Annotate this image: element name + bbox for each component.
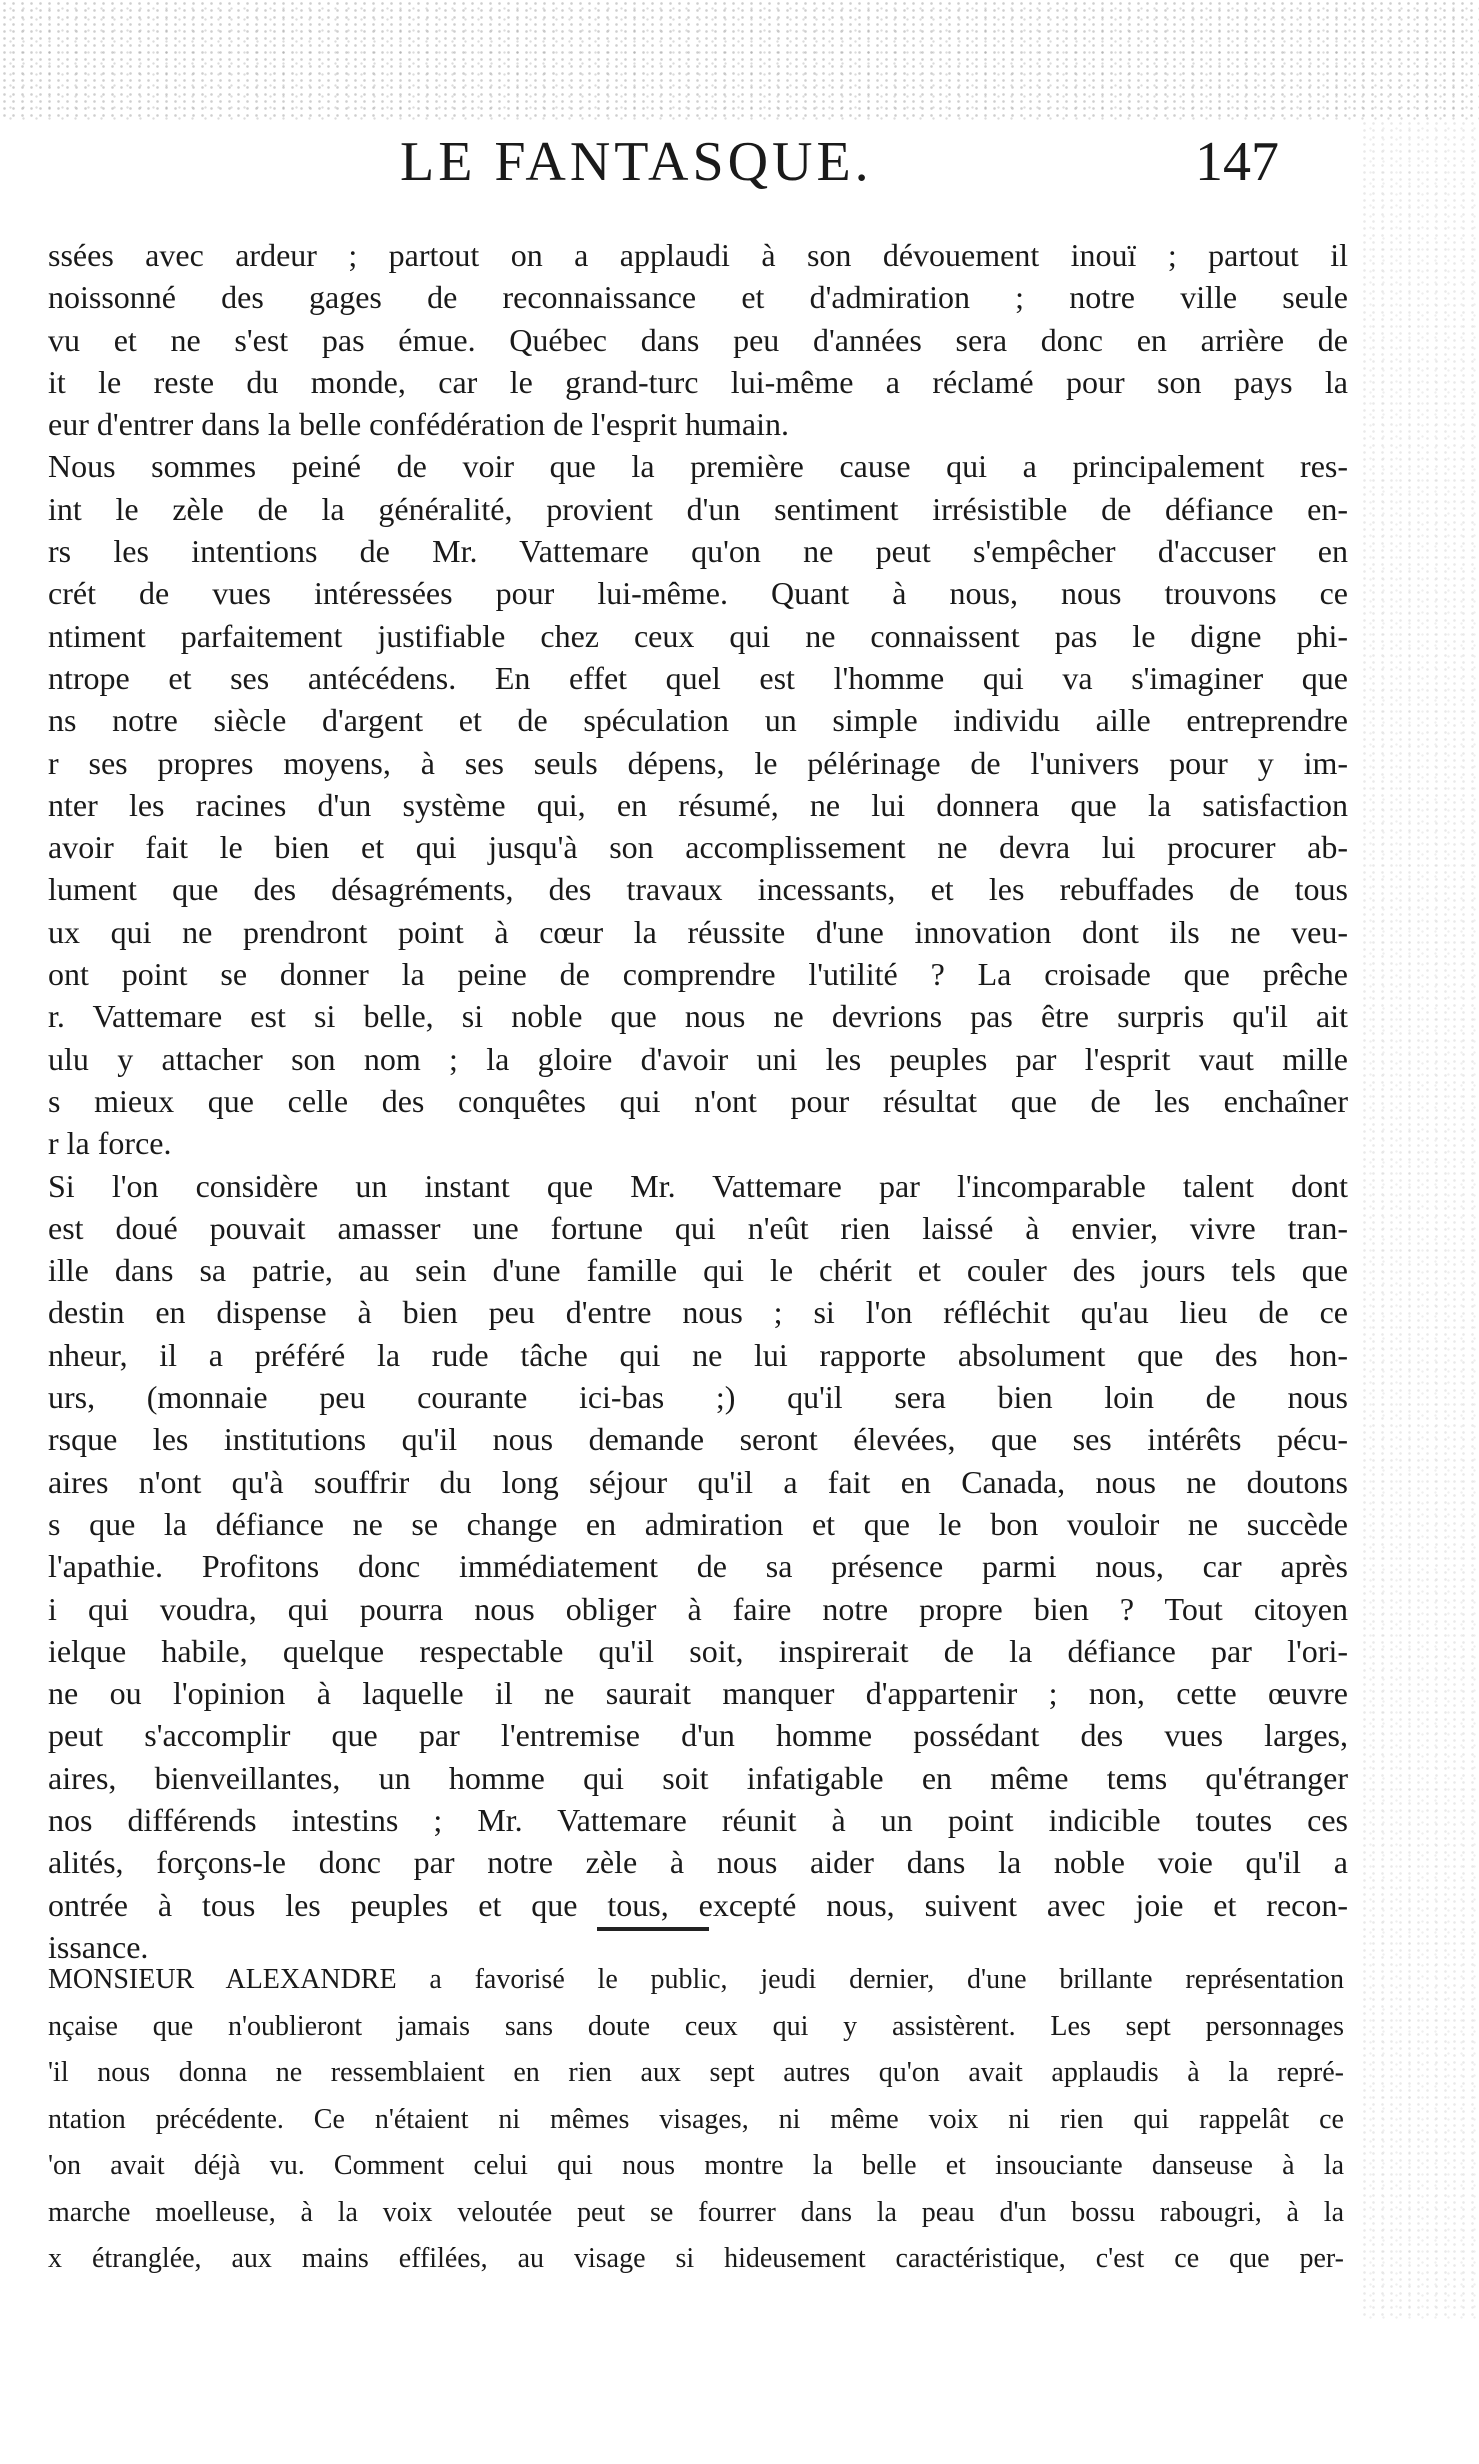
text-line: noissonné des gages de reconnaissance et d'admiration ; notre ville seule <box>48 279 1348 316</box>
theatre-review <box>48 1957 1344 2283</box>
text-line: s mieux que celle des conquêtes qui n'ont pour résultat que de les enchaîner <box>48 1082 1348 1119</box>
text-line: ntrope et ses antécédens. En effet quel est l'homme qui va s'imaginer que <box>48 659 1348 696</box>
text-line: eur d'entrer dans la belle confédération de l'esprit humain. <box>48 406 790 443</box>
text-line: ontrée à tous les peuples et que tous, excepté nous, suivent avec joie et recon- <box>48 1886 1348 1923</box>
text-line: r la force. <box>48 1125 172 1162</box>
text-line: ont point se donner la peine de comprendre l'utilité ? La croisade que prêche <box>48 956 1348 993</box>
running-title: LE FANTASQUE. <box>400 131 873 193</box>
text-line: nheur, il a préféré la rude tâche qui ne lui rapporte absolument que des hon- <box>48 1336 1348 1373</box>
review-line: MONSIEUR ALEXANDRE a favorisé le public, jeudi dernier, d'une brillante représentation <box>48 1964 1344 1995</box>
text-line: urs, (monnaie peu courante ici-bas ;) qu'il sera bien loin de nous <box>48 1379 1348 1416</box>
text-line: rs les intentions de Mr. Vattemare qu'on ne peut s'empêcher d'accuser en <box>48 533 1348 570</box>
text-line: s que la défiance ne se change en admiration et que le bon vouloir ne succède <box>48 1505 1348 1542</box>
review-line: 'il nous donna ne ressemblaient en rien aux sept autres qu'on avait applaudis à la repré- <box>48 2057 1344 2088</box>
text-line: ne ou l'opinion à laquelle il ne saurait manquer d'appartenir ; non, cette œuvre <box>48 1675 1348 1712</box>
text-line: it le reste du monde, car le grand-turc lui-même a réclamé pour son pays la <box>48 363 1348 400</box>
text-line: Si l'on considère un instant que Mr. Vattemare par l'incomparable talent dont <box>48 1167 1348 1204</box>
review-line: 'on avait déjà vu. Comment celui qui nous montre la belle et insouciante danseuse à la <box>48 2150 1344 2181</box>
print-noise-top <box>0 0 1479 120</box>
section-separator <box>597 1927 709 1931</box>
text-line: alités, forçons-le donc par notre zèle à nous aider dans la noble voie qu'il a <box>48 1844 1348 1881</box>
text-line: ielque habile, quelque respectable qu'il soit, inspirerait de la défiance par l'ori- <box>48 1632 1348 1669</box>
review-line: ntation précédente. Ce n'étaient ni mêmes visages, ni même voix ni rien qui rappelât ce <box>48 2103 1344 2135</box>
text-line: ssées avec ardeur ; partout on a applaudi à son dévouement inouï ; partout il <box>48 237 1348 273</box>
text-line: issance. <box>48 1928 149 1965</box>
text-line: Nous sommes peiné de voir que la première cause qui a principalement res- <box>48 448 1348 485</box>
text-line: i qui voudra, qui pourra nous obliger à faire notre propre bien ? Tout citoyen <box>48 1590 1348 1627</box>
text-line: aires n'ont qu'à souffrir du long séjour qu'il a fait en Canada, nous ne doutons <box>48 1463 1348 1500</box>
print-noise-right <box>1360 120 1479 2320</box>
text-line: l'apathie. Profitons donc immédiatement de sa présence parmi nous, car après <box>48 1548 1348 1585</box>
text-line: int le zèle de la généralité, provient d'un sentiment irrésistible de défiance en- <box>48 490 1348 527</box>
text-line: ns notre siècle d'argent et de spéculation un simple individu aille entreprendre <box>48 702 1348 739</box>
text-line: nter les racines d'un système qui, en résumé, ne lui donnera que la satisfaction <box>48 786 1348 823</box>
page-number: 147 <box>1195 131 1279 193</box>
page-header <box>0 130 1479 200</box>
text-line: est doué pouvait amasser une fortune qui n'eût rien laissé à envier, vivre tran- <box>48 1209 1348 1246</box>
text-line: ux qui ne prendront point à cœur la réussite d'une innovation dont ils ne veu- <box>48 913 1348 950</box>
text-line: ntiment parfaitement justifiable chez ceux qui ne connaissent pas le digne phi- <box>48 617 1348 654</box>
text-line: ille dans sa patrie, au sein d'une famille qui le chérit et couler des jours tels que <box>48 1252 1348 1289</box>
text-line: crét de vues intéressées pour lui-même. Quant à nous, nous trouvons ce <box>48 575 1348 612</box>
text-line: nos différends intestins ; Mr. Vattemare réunit à un point indicible toutes ces <box>48 1801 1348 1838</box>
review-line: nçaise que n'oublieront jamais sans doute ceux qui y assistèrent. Les sept personnages <box>48 2010 1344 2042</box>
text-line: destin en dispense à bien peu d'entre nous ; si l'on réfléchit qu'au lieu de ce <box>48 1294 1348 1331</box>
text-line: vu et ne s'est pas émue. Québec dans peu d'années sera donc en arrière de <box>48 321 1348 358</box>
text-line: r ses propres moyens, à ses seuls dépens, le pélérinage de l'univers pour y im- <box>48 744 1348 781</box>
article-body <box>48 234 1348 1968</box>
text-line: ulu y attacher son nom ; la gloire d'avoir uni les peuples par l'esprit vaut mille <box>48 1040 1348 1077</box>
text-line: aires, bienveillantes, un homme qui soit infatigable en même tems qu'étranger <box>48 1759 1348 1796</box>
text-line: peut s'accomplir que par l'entremise d'un homme possédant des vues larges, <box>48 1717 1348 1754</box>
review-line: marche moelleuse, à la voix veloutée peut se fourrer dans la peau d'un bossu rabougri, à la <box>48 2196 1344 2228</box>
text-line: rsque les institutions qu'il nous demande seront élevées, que ses intérêts pécu- <box>48 1421 1348 1458</box>
text-line: avoir fait le bien et qui jusqu'à son accomplissement ne devra lui procurer ab- <box>48 829 1348 866</box>
text-line: r. Vattemare est si belle, si noble que nous ne devrions pas être surpris qu'il ait <box>48 998 1348 1035</box>
text-line: lument que des désagréments, des travaux incessants, et les rebuffades de tous <box>48 871 1348 908</box>
review-line: x étranglée, aux mains effilées, au visage si hideusement caractéristique, c'est ce que per- <box>48 2243 1344 2274</box>
